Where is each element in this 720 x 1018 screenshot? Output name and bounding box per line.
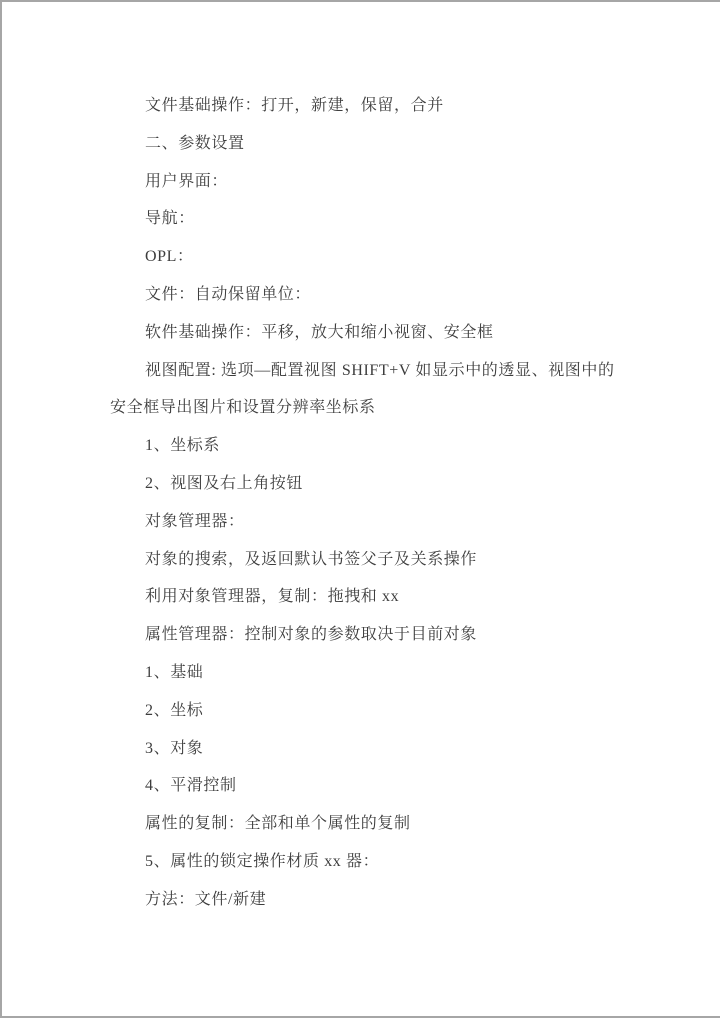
- text-line: 对象管理器：: [145, 512, 245, 530]
- text-line: 5、属性的锁定操作材质 xx 器：: [145, 852, 380, 870]
- text-line: 3、对象: [145, 739, 204, 757]
- text-line: 方法：文件/新建: [145, 890, 267, 908]
- text-line: 安全框导出图片和设置分辨率坐标系: [110, 399, 376, 417]
- text-line: 二、参数设置: [145, 134, 245, 152]
- text-line: 2、坐标: [145, 701, 204, 719]
- text-line: 导航：: [145, 210, 195, 228]
- document-body: [110, 87, 626, 919]
- text-line: 对象的搜索，及返回默认书签父子及关系操作: [145, 550, 478, 568]
- text-line: 视图配置: 选项—配置视图 SHIFT+V 如显示中的透显、视图中的: [145, 361, 615, 379]
- text-line: 属性管理器：控制对象的参数取决于目前对象: [145, 626, 478, 644]
- text-line: 4、平滑控制: [145, 777, 237, 795]
- text-line: 软件基础操作：平移，放大和缩小视窗、安全框: [145, 323, 494, 341]
- text-line: OPL：: [145, 248, 194, 266]
- text-line: 1、坐标系: [145, 437, 221, 455]
- text-line: 文件：自动保留单位：: [145, 285, 312, 303]
- text-line: 2、视图及右上角按钮: [145, 474, 304, 492]
- text-line: 1、基础: [145, 663, 204, 681]
- text-line: 文件基础操作：打开，新建，保留，合并: [145, 97, 444, 114]
- text-line: 利用对象管理器，复制：拖拽和 xx: [145, 588, 400, 606]
- text-line: 用户界面：: [145, 172, 229, 190]
- text-line: 属性的复制：全部和单个属性的复制: [145, 815, 411, 833]
